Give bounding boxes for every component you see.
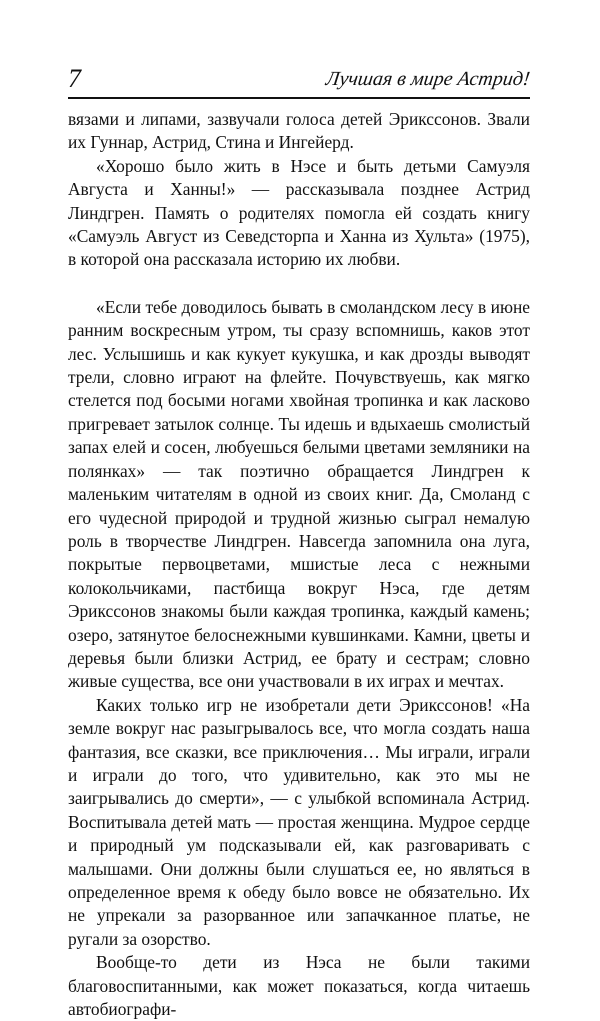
page-number: 7 bbox=[68, 64, 81, 93]
page-header bbox=[68, 64, 530, 98]
paragraph-continued: вязами и липами, зазвучали голоса детей Эрикссонов. Звали их Гуннар, Астрид, Стина и Ингейерд. bbox=[68, 109, 530, 153]
body-text bbox=[68, 108, 530, 1021]
paragraph: Каких только игр не изобретали дети Эрикссонов! «На земле вокруг нас разыгрывалось все, что могла создать наша фантазия, все сказки, все приключения… Мы играли, играли и играли до того, что удивительно, как это мы не заигрывались до смерти», — с улыбкой вспоминала Астрид. Воспитывала детей мать — простая женщина. Мудрое сердце и природный ум подсказывали ей, как разговаривать с малышами. Они должны были слушаться ее, но являться в определенное время к обеду было вовсе не обязательно. Их не упрекали за разорванное или запачканное платье, не ругали за озорство. bbox=[68, 694, 530, 949]
header-rule bbox=[68, 97, 530, 99]
running-title: Лучшая в мире Астрид! bbox=[324, 68, 532, 90]
paragraph-quote: «Если тебе доводилось бывать в смоландском лесу в июне ранним воскресным утром, ты сразу вспомнишь, каков этот лес. Услышишь и как кукует кукушка, и как дрозды выводят трели, словно играют на флейте. Почувствуешь, как мягко стелется под босыми ногами хвойная тропинка и как ласково пригревает затылок солнце. Ты идешь и вдыхаешь смолистый запах елей и сосен, любуешься белыми цветами земляники на полянках» — так поэтично обращается Линдгрен к маленьким читателям в одной из своих книг. Да, Смоланд с его чудесной природой и трудной жизнью сыграл немалую роль в творчестве Линдгрен. Навсегда запомнила она луга, покрытые первоцветами, мшистые леса с нежными колокольчиками, пастбища вокруг Нэса, где детям Эрикссонов знакомы были каждая тропинка, каждый камень; озеро, затянутое белоснежными кувшинками. Камни, цветы и деревья были близки Астрид, ее брату и сестрам; словно живые существа, все они участвовали в их играх и мечтах. bbox=[68, 296, 530, 692]
paragraph: «Хорошо было жить в Нэсе и быть детьми Самуэля Августа и Ханны!» — рассказывала позднее Астрид Линдгрен. Память о родителях помогла ей создать книгу «Самуэль Август из Севедсторпа и Ханна из Хульта» (1975), в которой она рассказала историю их любви. bbox=[68, 155, 530, 270]
paragraph: Вообще-то дети из Нэса не были такими благовоспитанными, как может показаться, когда читаешь автобиографи- bbox=[68, 952, 530, 1020]
